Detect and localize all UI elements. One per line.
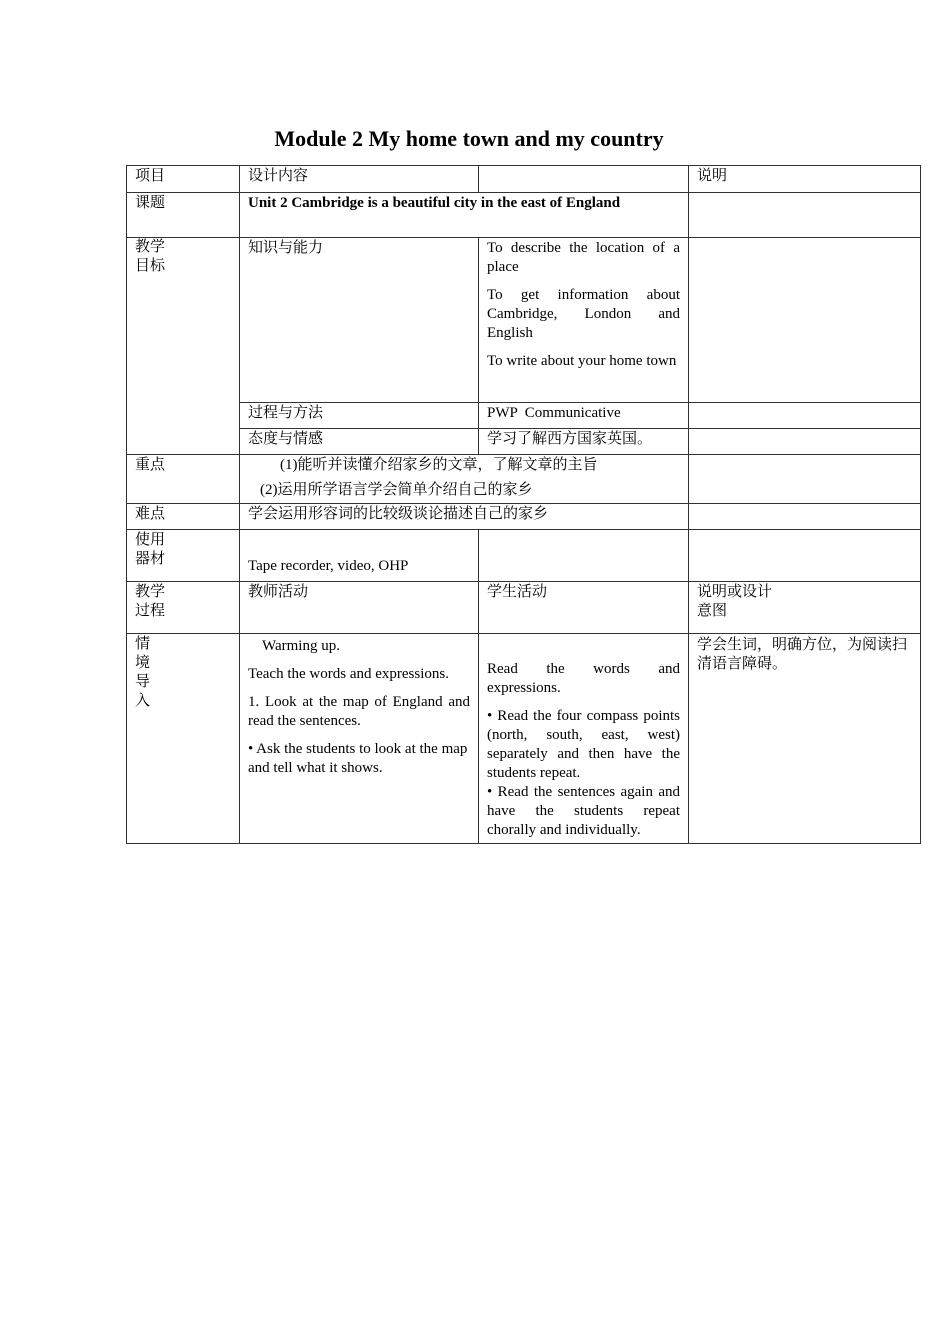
lead-in-label [127,634,240,844]
key-points-label: 重点 [127,455,240,504]
lead-in-char: 入 [135,693,151,709]
process-method-label: 过程与方法 [240,403,479,429]
equipment-notes [689,530,921,582]
objectives-label [127,238,240,455]
difficulties-row [127,504,921,530]
objectives-label-line1: 教学 [135,239,166,255]
procedure-label [127,582,240,634]
header-notes: 说明 [689,166,921,193]
difficulties-content: 学会运用形容词的比较级谈论描述自己的家乡 [240,504,689,530]
knowledge-items [479,238,689,403]
lead-in-row [127,634,921,844]
objectives-knowledge-row [127,238,921,403]
equipment-label-line2: 器材 [135,551,166,567]
document-title: Module 2 My home town and my country [274,126,664,151]
lead-in-teacher [240,634,479,844]
equipment-label-line1: 使用 [135,532,166,548]
lead-in-student [479,634,689,844]
header-item: 项目 [127,166,240,193]
teacher-activity-header: 教师活动 [240,582,479,634]
key-point-1: (1)能听并读懂介绍家乡的文章，了解文章的主旨 [280,457,598,473]
key-points-content [240,455,689,504]
student-step: • Read the sentences again and have the students repeat chorally and individually. [487,784,680,838]
teacher-step: 1. Look at the map of England and read the sentences. [248,694,470,729]
lead-in-char: 情 [135,636,151,652]
lead-in-char: 境 [135,655,151,671]
design-intent-line2: 意图 [697,603,728,619]
header-row [127,166,921,193]
knowledge-notes [689,238,921,403]
attitude-emotion-label: 态度与情感 [240,429,479,455]
topic-label: 课题 [127,193,240,238]
teacher-step: Teach the words and expressions. [248,666,449,682]
attitude-notes [689,429,921,455]
objective-item: To get information about Cambridge, London and English [487,287,680,341]
header-blank [479,166,689,193]
difficulties-notes [689,504,921,530]
student-step: • Read the four compass points (north, south, east, west) separately and then have the students repeat. [487,708,680,781]
procedure-row [127,582,921,634]
key-points-notes [689,455,921,504]
process-notes [689,403,921,429]
equipment-blank [479,530,689,582]
equipment-row [127,530,921,582]
objective-item: To describe the location of a place [487,240,680,275]
procedure-label-line1: 教学 [135,584,166,600]
procedure-label-line2: 过程 [135,603,166,619]
difficulties-label: 难点 [127,504,240,530]
objectives-process-row [127,403,921,429]
student-step: Read the words and expressions. [487,661,680,696]
equipment-label [127,530,240,582]
objective-item: To write about your home town [487,353,677,369]
lesson-plan-table [126,165,921,844]
lead-in-note: 学会生词，明确方位，为阅读扫清语言障碍。 [689,634,921,844]
topic-row [127,193,921,238]
attitude-emotion-content: 学习了解西方国家英国。 [479,429,689,455]
topic-notes [689,193,921,238]
key-points-row [127,455,921,504]
knowledge-ability-label: 知识与能力 [240,238,479,403]
lead-in-char: 导 [135,674,151,690]
objectives-label-line2: 目标 [135,258,166,274]
teacher-step: Warming up. [262,638,340,654]
key-point-2: (2)运用所学语言学会简单介绍自己的家乡 [260,482,533,498]
process-method-content: PWP Communicative [479,403,689,429]
student-activity-header: 学生活动 [479,582,689,634]
equipment-content: Tape recorder, video, OHP [240,530,479,582]
design-intent-line1: 说明或设计 [697,584,773,600]
objectives-attitude-row [127,429,921,455]
header-design-content: 设计内容 [240,166,479,193]
design-intent-header [689,582,921,634]
teacher-step: • Ask the students to look at the map and tell what it shows. [248,741,468,776]
topic-content: Unit 2 Cambridge is a beautiful city in the east of England [240,193,689,238]
